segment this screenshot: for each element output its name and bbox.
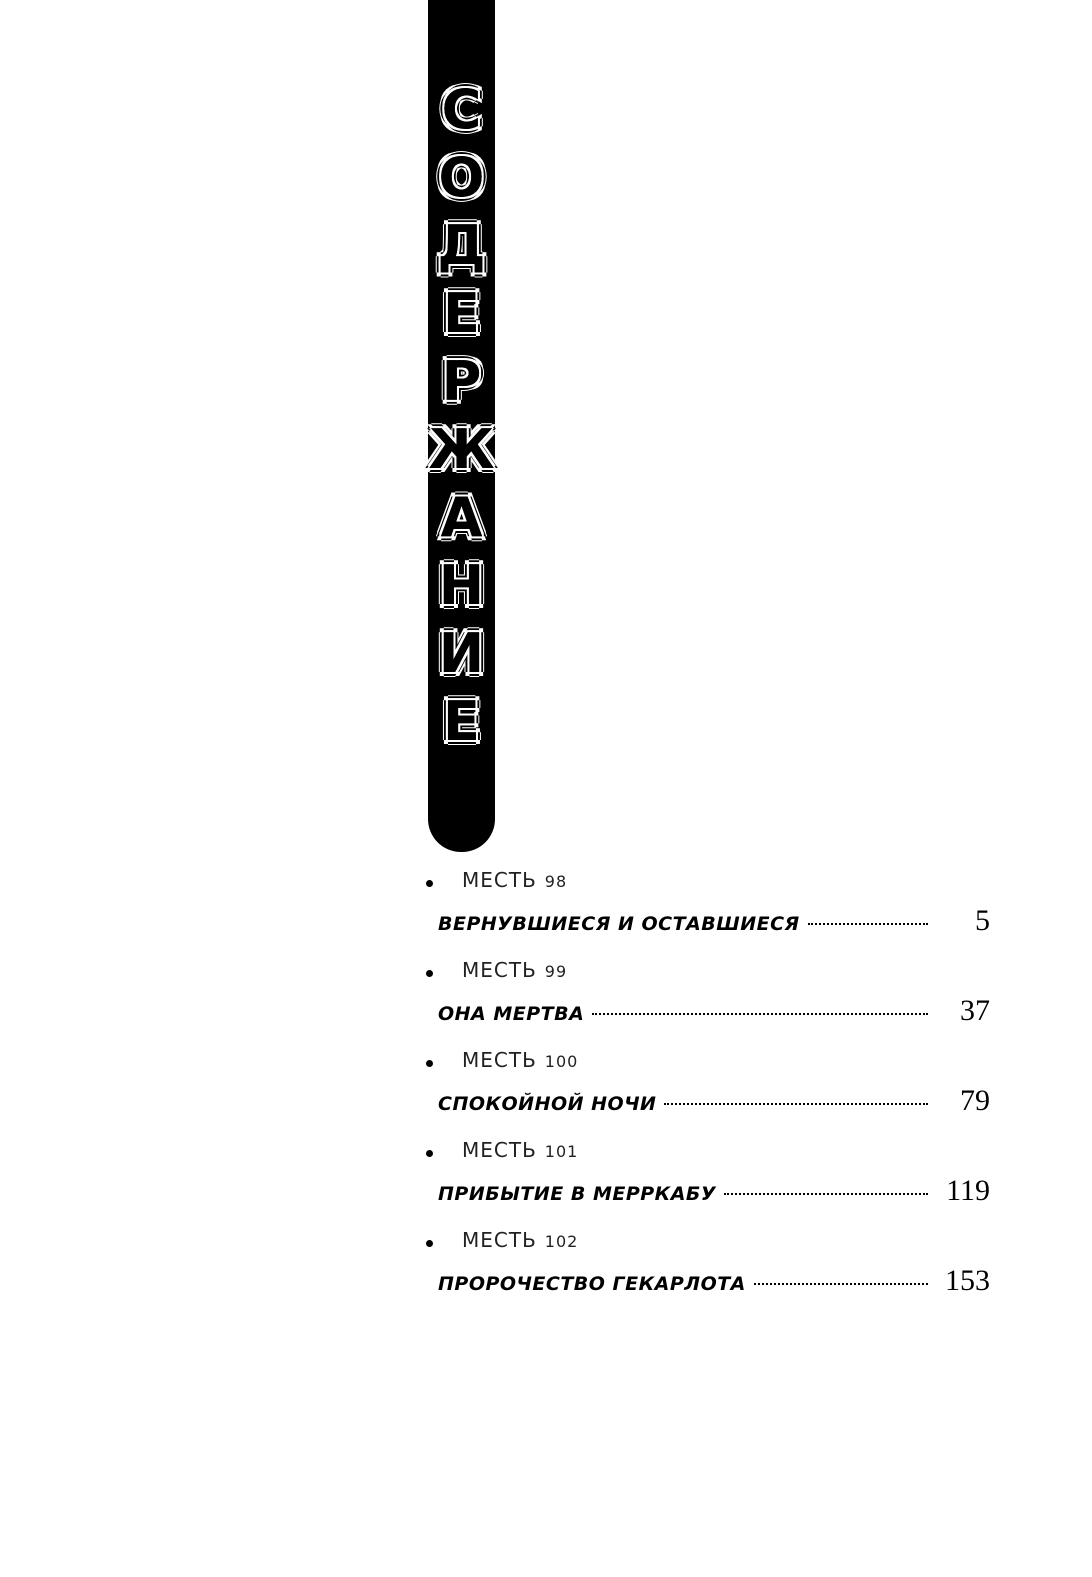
title-band <box>428 0 495 852</box>
chapter-number: 102 <box>544 1232 579 1251</box>
toc-entry[interactable] <box>420 1046 1000 1136</box>
chapter-label <box>462 1138 578 1162</box>
chapter-title: ВЕРНУВШИЕСЯ И ОСТАВШИЕСЯ <box>438 913 800 935</box>
chapter-label <box>462 958 567 982</box>
toc-entry[interactable] <box>420 866 1000 956</box>
page-title <box>428 76 495 756</box>
bullet-icon <box>426 1240 433 1247</box>
title-letter: А <box>440 486 483 549</box>
page-number: 153 <box>945 1264 990 1297</box>
dot-leader <box>592 1013 928 1015</box>
chapter-label-word: МЕСТЬ <box>462 1228 537 1252</box>
chapter-title: ОНА МЕРТВА <box>438 1003 585 1025</box>
chapter-label-word: МЕСТЬ <box>462 1048 537 1072</box>
bullet-icon <box>426 1060 433 1067</box>
page-number: 79 <box>960 1084 990 1117</box>
title-letter: Е <box>443 282 480 345</box>
chapter-number: 101 <box>544 1142 579 1161</box>
chapter-label-word: МЕСТЬ <box>462 958 537 982</box>
table-of-contents <box>420 866 1000 1316</box>
toc-row <box>438 1084 990 1118</box>
toc-entry[interactable] <box>420 1226 1000 1316</box>
chapter-label <box>462 1228 578 1252</box>
chapter-title: ПРОРОЧЕСТВО ГЕКАРЛОТА <box>438 1273 746 1295</box>
dot-leader <box>664 1103 928 1105</box>
title-letter: С <box>441 78 482 141</box>
toc-entry[interactable] <box>420 956 1000 1046</box>
title-letter: Е <box>443 690 480 753</box>
toc-row <box>438 1174 990 1208</box>
toc-row <box>438 1264 990 1298</box>
chapter-title: СПОКОЙНОЙ НОЧИ <box>438 1093 657 1115</box>
toc-entry[interactable] <box>420 1136 1000 1226</box>
chapter-label <box>462 1048 578 1072</box>
toc-row <box>438 994 990 1028</box>
toc-row <box>438 904 990 938</box>
chapter-label-word: МЕСТЬ <box>462 868 537 892</box>
page-number: 37 <box>960 994 990 1027</box>
chapter-label <box>462 868 567 892</box>
title-letter: И <box>438 622 485 685</box>
chapter-label-word: МЕСТЬ <box>462 1138 537 1162</box>
bullet-icon <box>426 1150 433 1157</box>
chapter-number: 98 <box>544 872 568 891</box>
chapter-title: ПРИБЫТИЕ В МЕРРКАБУ <box>438 1183 717 1205</box>
title-letter: Д <box>437 214 486 277</box>
chapter-number: 99 <box>544 962 568 981</box>
title-letter: Ж <box>428 418 495 481</box>
dot-leader <box>724 1193 928 1195</box>
dot-leader <box>754 1283 928 1285</box>
title-letter: Р <box>441 350 482 413</box>
bullet-icon <box>426 880 433 887</box>
chapter-number: 100 <box>544 1052 579 1071</box>
page-number: 5 <box>975 904 990 937</box>
title-letter: Н <box>438 554 485 617</box>
dot-leader <box>808 923 928 925</box>
page-number: 119 <box>946 1174 990 1207</box>
title-letter: О <box>438 146 485 209</box>
bullet-icon <box>426 970 433 977</box>
